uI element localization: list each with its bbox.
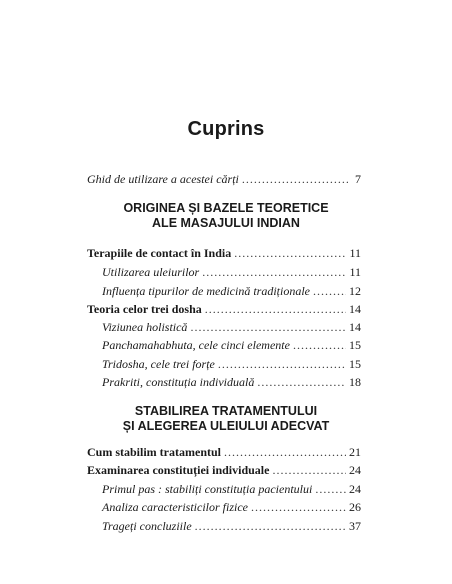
toc-entry-page: 15 xyxy=(349,338,361,352)
toc-leader-dots xyxy=(293,338,346,352)
toc-entry-label: Tridosha, cele trei forțe xyxy=(102,357,215,371)
toc-entry[interactable] xyxy=(102,265,361,279)
section-heading-line: ORIGINEA ȘI BAZELE TEORETICE xyxy=(123,201,329,215)
toc-leader-dots xyxy=(218,357,346,371)
toc-entry-label: Trageți concluziile xyxy=(102,519,192,533)
toc-entry-label: Influența tipurilor de medicină tradiționale xyxy=(102,284,310,298)
toc-entry-label: Panchamahabhuta, cele cinci elemente xyxy=(102,338,290,352)
toc-entry-page: 14 xyxy=(349,320,361,334)
toc-entry-label: Ghid de utilizare a acestei cărți xyxy=(87,172,239,186)
toc-entry-page: 24 xyxy=(349,463,361,477)
toc-leader-dots xyxy=(205,302,346,316)
toc-leader-dots xyxy=(190,320,346,334)
toc-leader-dots xyxy=(224,445,346,459)
section-heading-line: ALE MASAJULUI INDIAN xyxy=(152,216,300,230)
toc-entry-page: 12 xyxy=(349,284,361,298)
toc-entry-label: Terapiile de contact în India xyxy=(87,246,232,260)
toc-entry-page: 21 xyxy=(349,445,361,459)
section-heading-line: ȘI ALEGEREA ULEIULUI ADECVAT xyxy=(122,419,330,433)
section-heading-treatment xyxy=(0,404,452,434)
toc-entry[interactable] xyxy=(102,482,361,496)
toc-leader-dots xyxy=(234,246,346,260)
toc-entry-page: 18 xyxy=(349,375,361,389)
toc-entry-page: 15 xyxy=(349,357,361,371)
toc-entry-page: 26 xyxy=(349,500,361,514)
toc-entry-page: 24 xyxy=(349,482,361,496)
toc-entry-page: 7 xyxy=(355,172,361,186)
toc-entry[interactable] xyxy=(87,302,361,316)
toc-entry-intro[interactable] xyxy=(87,172,361,186)
toc-entry-label: Cum stabilim tratamentul xyxy=(87,445,221,459)
toc-leader-dots xyxy=(251,500,346,514)
toc-leader-dots xyxy=(202,265,346,279)
toc-entry-page: 37 xyxy=(349,519,361,533)
toc-entry-label: Primul pas : stabiliți constituția pacientului xyxy=(102,482,313,496)
toc-entry-page: 14 xyxy=(349,302,361,316)
toc-entry[interactable] xyxy=(102,357,361,371)
toc-leader-dots xyxy=(313,284,346,298)
toc-entry[interactable] xyxy=(102,519,361,533)
toc-entry-page: 11 xyxy=(349,246,361,260)
toc-entry-label: Utilizarea uleiurilor xyxy=(102,265,200,279)
toc-entry[interactable] xyxy=(102,338,361,352)
page-title: Cuprins xyxy=(187,118,265,140)
toc-leader-dots xyxy=(272,463,346,477)
toc-entry-label: Examinarea constituției individuale xyxy=(87,463,270,477)
toc-entry-page: 11 xyxy=(349,265,361,279)
toc-entry[interactable] xyxy=(87,246,361,260)
toc-leader-dots xyxy=(195,519,346,533)
toc-entry-label: Viziunea holistică xyxy=(102,320,188,334)
toc-entry[interactable] xyxy=(102,320,361,334)
toc-entry[interactable] xyxy=(102,375,361,389)
toc-entry-label: Analiza caracteristicilor fizice xyxy=(102,500,248,514)
toc-leader-dots xyxy=(257,375,346,389)
toc-entry[interactable] xyxy=(102,284,361,298)
toc-entry[interactable] xyxy=(102,500,361,514)
toc-leader-dots xyxy=(315,482,346,496)
section-heading-line: STABILIREA TRATAMENTULUI xyxy=(134,404,318,418)
toc-entry[interactable] xyxy=(87,463,361,477)
toc-entry-label: Prakriti, constituția individuală xyxy=(102,375,255,389)
toc-entry-label: Teoria celor trei dosha xyxy=(87,302,202,316)
toc-entry[interactable] xyxy=(87,445,361,459)
section-heading-origin xyxy=(0,201,452,231)
toc-leader-dots xyxy=(242,172,348,186)
